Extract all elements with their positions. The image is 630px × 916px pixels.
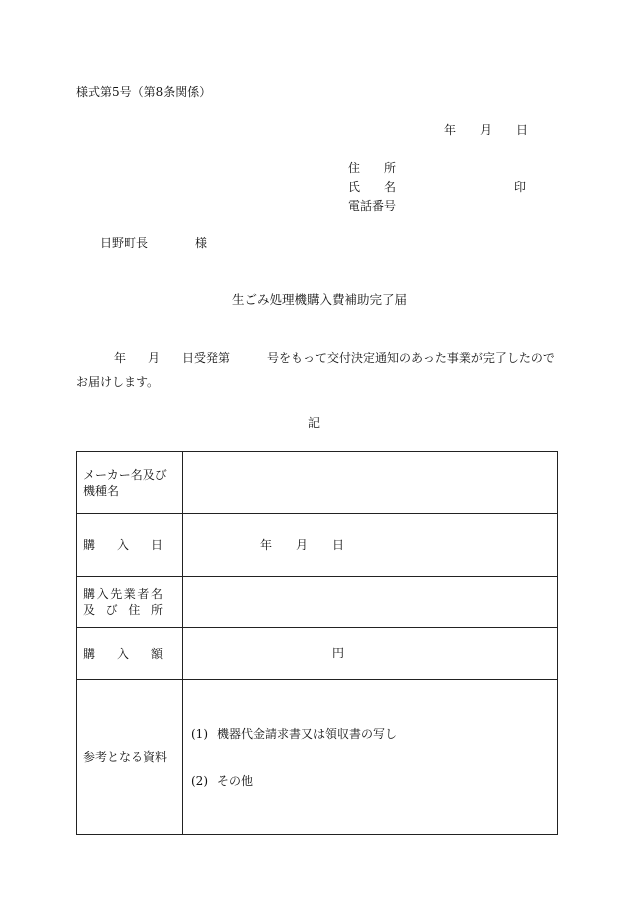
body-line-2: お届けします。 xyxy=(76,375,160,389)
ref-item-1-text: 機器代金請求書又は領収書の写し xyxy=(217,727,398,741)
document-title: 生ごみ処理機購入費補助完了届 xyxy=(232,292,408,307)
purchase-date-label: 購 入 日 xyxy=(77,514,183,577)
ref-item-2-text: その他 xyxy=(217,774,254,788)
table-row xyxy=(77,514,558,577)
recipient-honorific: 様 xyxy=(195,236,208,250)
form-number: 様式第5号（第8条関係） xyxy=(76,85,212,99)
yen-unit: 円 xyxy=(332,646,345,660)
maker-model-field[interactable] xyxy=(183,452,558,514)
purchase-amount-field[interactable] xyxy=(183,628,558,680)
purchase-day: 日 xyxy=(332,538,345,552)
reference-docs-label: 参考となる資料 xyxy=(77,680,183,835)
table-row xyxy=(77,628,558,680)
vendor-label: 購 入 先 業 者 名 及 び 住 所 xyxy=(77,577,183,628)
body-line-1 xyxy=(0,351,630,365)
date-day: 日 xyxy=(516,123,529,137)
phone-label: 電話番号 xyxy=(348,199,397,213)
body-line1-rest: 号をもって交付決定通知のあった事業が完了したので xyxy=(267,351,555,365)
reference-docs-field xyxy=(183,680,558,835)
vendor-field[interactable] xyxy=(183,577,558,628)
purchase-year: 年 xyxy=(260,538,273,552)
address-label: 住 所 xyxy=(348,161,396,175)
table-row xyxy=(77,577,558,628)
body-year: 年 xyxy=(114,351,127,365)
purchase-date-field[interactable] xyxy=(183,514,558,577)
recipient-title: 日野町長 xyxy=(100,236,149,250)
name-label: 氏 名 xyxy=(348,180,396,194)
ref-item-2-num: (2) xyxy=(191,774,208,788)
date-month: 月 xyxy=(480,123,493,137)
seal-mark: 印 xyxy=(514,180,527,194)
date-year: 年 xyxy=(444,123,457,137)
body-day-ref: 日受発第 xyxy=(182,351,231,365)
purchase-month: 月 xyxy=(296,538,309,552)
maker-model-label: メーカー名及び 機種名 xyxy=(77,452,183,514)
body-month: 月 xyxy=(148,351,161,365)
ref-item-1-num: (1) xyxy=(191,727,208,741)
form-table xyxy=(76,451,558,835)
ki-label: 記 xyxy=(308,416,321,430)
table-row xyxy=(77,680,558,835)
purchase-amount-label: 購 入 額 xyxy=(77,628,183,680)
table-row xyxy=(77,452,558,514)
submission-date xyxy=(444,123,529,137)
